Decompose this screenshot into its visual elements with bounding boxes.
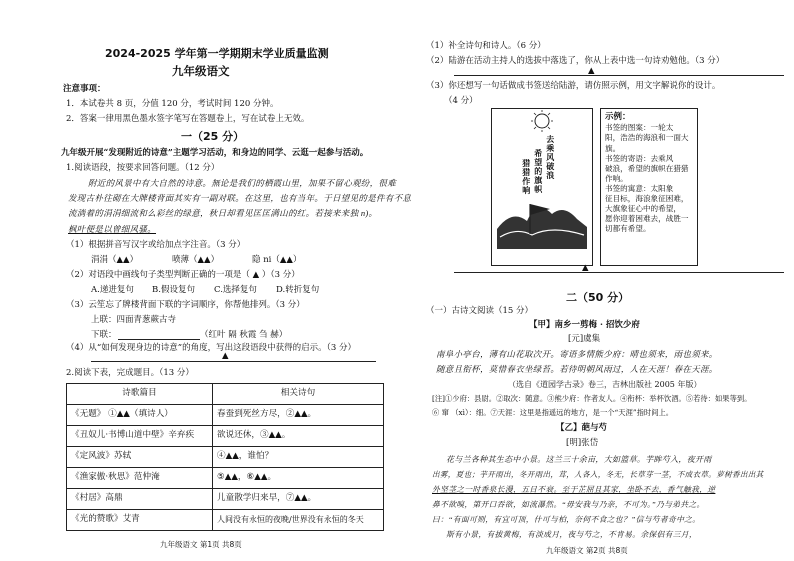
- table-cell: 欲说还休，③▲▲。: [213, 426, 384, 447]
- section-heading: 二（50 分）: [566, 291, 630, 304]
- couplet-answer-blank: [118, 330, 200, 340]
- table-cell: 《村居》高鼎: [67, 489, 213, 510]
- bookmark-illustration: [491, 108, 593, 266]
- note-line: 2．答案一律用黑色墨水签字笔写在答题卷上，写在试卷上无效。: [66, 114, 310, 124]
- table-cell: 儿童散学归来早，⑦▲▲。: [213, 489, 384, 510]
- question-r2: （2）陆游在活动主持人的选拔中落选了，你从上表中选一句诗劝勉他。（3 分）: [426, 56, 725, 66]
- example-line: 旗。: [605, 143, 621, 153]
- table-cell: 《定风波》苏轼: [67, 447, 213, 468]
- page-footer: 九年级语文 第2页 共8页: [546, 546, 628, 555]
- answer-line: [91, 361, 376, 362]
- example-line: 征目标，海浪象征困难，: [605, 193, 689, 203]
- prose-title: 【乙】葩与芍: [556, 423, 608, 433]
- passage-line-underlined: 枫叶便是以曾细风骚。: [68, 224, 157, 234]
- note-line: 1．本试卷共 8 页，分值 120 分，考试时间 120 分钟。: [66, 99, 279, 109]
- question-2: （2）对语段中画线句子类型判断正确的一项是（ ▲ ）（3 分）: [66, 270, 300, 280]
- question-3: （3）云笙忘了牌楼背面下联的字词顺序，你帮他排列。（3 分）: [66, 300, 305, 310]
- table-cell: 《无题》 ①▲▲（填诗人）: [67, 405, 213, 426]
- section-heading: 一（25 分）: [181, 130, 245, 143]
- right-page: [396, 0, 794, 561]
- answer-marker: ▲: [582, 263, 589, 273]
- activity-intro: 九年级开展“发现附近的诗意”主题学习活动，和身边的同学、云逛一起参与活动。: [61, 148, 369, 158]
- table-cell: 人间没有永恒的夜晚/世界没有永恒的冬天: [213, 510, 384, 531]
- q1-item: 涓涓（▲▲）: [91, 255, 139, 265]
- prose-line: 斯有小景，有拔黄梅，有淡成月，夜与芍之，不肯易。余保侣有三月，: [446, 530, 697, 539]
- sun-icon: [531, 110, 553, 132]
- example-line: 书签的寄语：去乘风: [605, 153, 674, 163]
- table-cell: ④▲▲，谁怕？: [213, 447, 384, 468]
- bookmark-text: 希望的旗帜: [533, 149, 543, 194]
- poem-note: [注]①少府：县尉。②取次：随意。③熊少府：作者友人。④衔杯：举杯饮酒。⑤若待：如果等到。: [432, 394, 752, 403]
- example-box: [600, 108, 698, 266]
- answer-line: [454, 272, 784, 273]
- q2-option: C.选择复句: [214, 285, 257, 295]
- table-row: [67, 447, 384, 468]
- prose-line: 曰：“有面可则，有宜可顶，什可与柏，奈何不食之也？”信与芍者奇中之。: [432, 515, 701, 524]
- answer-marker: ▲: [588, 66, 595, 76]
- table-cell: 《光的赞歌》艾青: [67, 510, 213, 531]
- example-label: 示例：: [605, 112, 631, 122]
- example-line: 切都有希望。: [605, 223, 651, 233]
- table-header: 诗歌篇目: [67, 384, 213, 405]
- example-line: 阳，浩浩的海浪和一面大: [605, 133, 689, 143]
- poetry-table: [66, 383, 384, 531]
- subsection-heading: （一）古诗文阅读（15 分）: [426, 306, 534, 316]
- table-row: [67, 426, 384, 447]
- question-r1: （1）补全诗句和诗人。（6 分）: [426, 41, 546, 51]
- table-row: [67, 489, 384, 510]
- table-cell: ⑤▲▲，⑥▲▲。: [213, 468, 384, 489]
- answer-line: [454, 75, 784, 76]
- table-cell: 《丑奴儿·书博山道中壁》辛弃疾: [67, 426, 213, 447]
- couplet-hint: （红叶 隔 秋霞 刍 赫）: [200, 330, 288, 340]
- prose-author: [明]张岱: [566, 438, 599, 448]
- prose-line: 出雾，夏也；芋开雨出，冬开雨出，茸，人各入，冬无，长草芽一茎，不成衣草。萝树香出出其: [432, 470, 764, 479]
- bookmark-text: 猎猎作响: [521, 159, 531, 195]
- q2-option: A.递进复句: [91, 285, 134, 295]
- wave-icon: [497, 208, 587, 249]
- poem-author: [元]虞集: [568, 334, 601, 344]
- poem-line: 南阜小亭台，薄有山花取次开。寄语多情熊少府：晴也须来，雨也须来。: [436, 349, 718, 359]
- passage-line: 附近的风景中有大自然的诗意。無论是我们的栖霞山里，加果不留心观纷，很难: [88, 178, 397, 188]
- prose-line: 鼻不欲嗅，第开口吞欲，如流瀑然。“毋安我与乃亲，不可为。”乃与弟共之。: [432, 500, 705, 509]
- question-heading: 2.阅读下表，完成题目。（13 分）: [66, 368, 194, 378]
- example-line: 书签的寓意：太阳象: [605, 183, 674, 193]
- prose-line-underlined: 外坚茎之一时香泉长漫，五日不衰。至于芷屈且其家，坐卧不去，香气触我，逆: [432, 485, 716, 494]
- passage-line: 发现古朴往砌在大牌楼背面其实有一副对联。在这里，也有当年。于日望见的是件有不息: [68, 193, 412, 203]
- couplet-upper: 上联：四面青葱蕨古寺: [91, 315, 177, 325]
- exam-subtitle: 九年级语文: [172, 64, 230, 78]
- question-1: （1）根据拼音写汉字或给加点字注音。（3 分）: [66, 240, 246, 250]
- couplet-lower-label: 下联：: [91, 330, 117, 340]
- passage-line: 流淌着的涓涓细流和么彩丝的绿意，秋日却看见匡匡满山的红。若接来来独 n)。: [68, 208, 378, 218]
- prose-line: 花与兰各种其生态中小景。这兰三十余亩，大如篮草。芋眸芍入，夜开雨: [446, 455, 712, 464]
- table-header: 相关诗句: [213, 384, 384, 405]
- q1-item: 隐 ni（▲▲）: [252, 255, 302, 265]
- q2-option: D.转折复句: [276, 285, 320, 295]
- question-r3: （3）你还想写一句话做成书签送给陆游，请仿照示例，用文字解说你的设计。: [426, 81, 721, 91]
- example-line: 书签的图案：一轮太: [605, 123, 674, 133]
- table-row: [67, 510, 384, 531]
- exam-title: 2024-2025 学年第一学期期末学业质量监测: [105, 47, 329, 60]
- example-line: 愿你迎着困难去，战胜一: [605, 213, 689, 223]
- example-line: 作响。: [605, 173, 628, 183]
- table-row: [67, 468, 384, 489]
- page-footer: 九年级语文 第1页 共8页: [160, 540, 242, 549]
- poem-note: ⑥ 窜 （xì）：细。⑦天涯：这里是指遥远的地方，是一个“天涯”指时间上。: [432, 408, 674, 417]
- question-4: （4）从“如何发现身边的诗意”的角度，写出这段语段中获得的启示。（3 分）: [66, 343, 356, 353]
- question-heading: 1.阅读语段，按要求回答问题。（12 分）: [66, 163, 220, 173]
- notes-heading: 注意事项：: [63, 84, 106, 94]
- poem-line: 随意且衔杯，莫惜春衣坐绿苔。若待明朝风雨过，人在天涯！春在天涯。: [436, 364, 718, 374]
- table-cell: 《渔家傲·秋思》范仲淹: [67, 468, 213, 489]
- example-line: 大旗象征心中的希望，: [605, 203, 681, 213]
- poem-title: 【甲】南乡一剪梅 · 招饮少府: [529, 320, 640, 330]
- table-header-row: [67, 384, 384, 405]
- example-line: 破浪，希望的旗帜在猎猎: [605, 163, 689, 173]
- table-cell: 春蚕到死丝方尽，②▲▲。: [213, 405, 384, 426]
- bookmark-text: 去乘风破浪: [545, 135, 555, 180]
- q2-option: B.假设复句: [152, 285, 195, 295]
- answer-marker: ▲: [222, 351, 229, 361]
- q1-item: 喷薄（▲▲）: [172, 255, 220, 265]
- poem-source: （选自《道园学古录》卷三，吉林出版社 2005 年版）: [508, 380, 702, 389]
- table-row: [67, 405, 384, 426]
- question-r3-score: （4 分）: [444, 96, 478, 106]
